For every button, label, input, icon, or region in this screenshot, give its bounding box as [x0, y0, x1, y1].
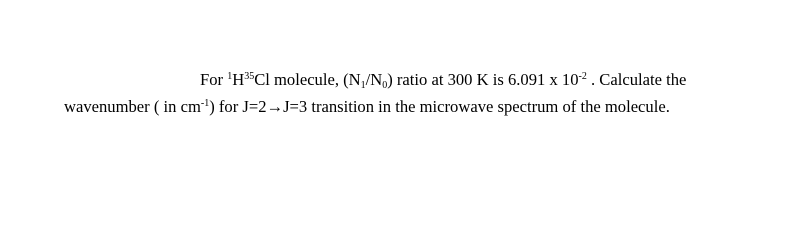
subscript-n0: 0: [382, 80, 388, 91]
text-segment: Cl molecule, (N: [254, 70, 361, 89]
mass-number-chlorine: 35: [244, 71, 255, 82]
question-line-1: [64, 66, 764, 93]
text-segment: . Calculate the: [586, 70, 687, 89]
text-segment: wavenumber ( in cm: [64, 97, 201, 116]
exponent: -2: [578, 71, 587, 82]
text-segment: H: [232, 70, 245, 89]
text-segment: For: [200, 70, 228, 89]
question-line-2: [64, 93, 764, 120]
text-segment: ) ratio at 300 K is 6.091 x 10: [387, 70, 579, 89]
question-paragraph: [64, 66, 764, 120]
mass-number-hydrogen: 1: [227, 71, 233, 82]
text-segment: /N: [365, 70, 383, 89]
subscript-n1: 1: [360, 80, 366, 91]
text-segment: ) for J=2→J=3 transition in the microwave spectrum of the molecule.: [209, 97, 670, 116]
unit-exponent: -1: [200, 98, 210, 109]
